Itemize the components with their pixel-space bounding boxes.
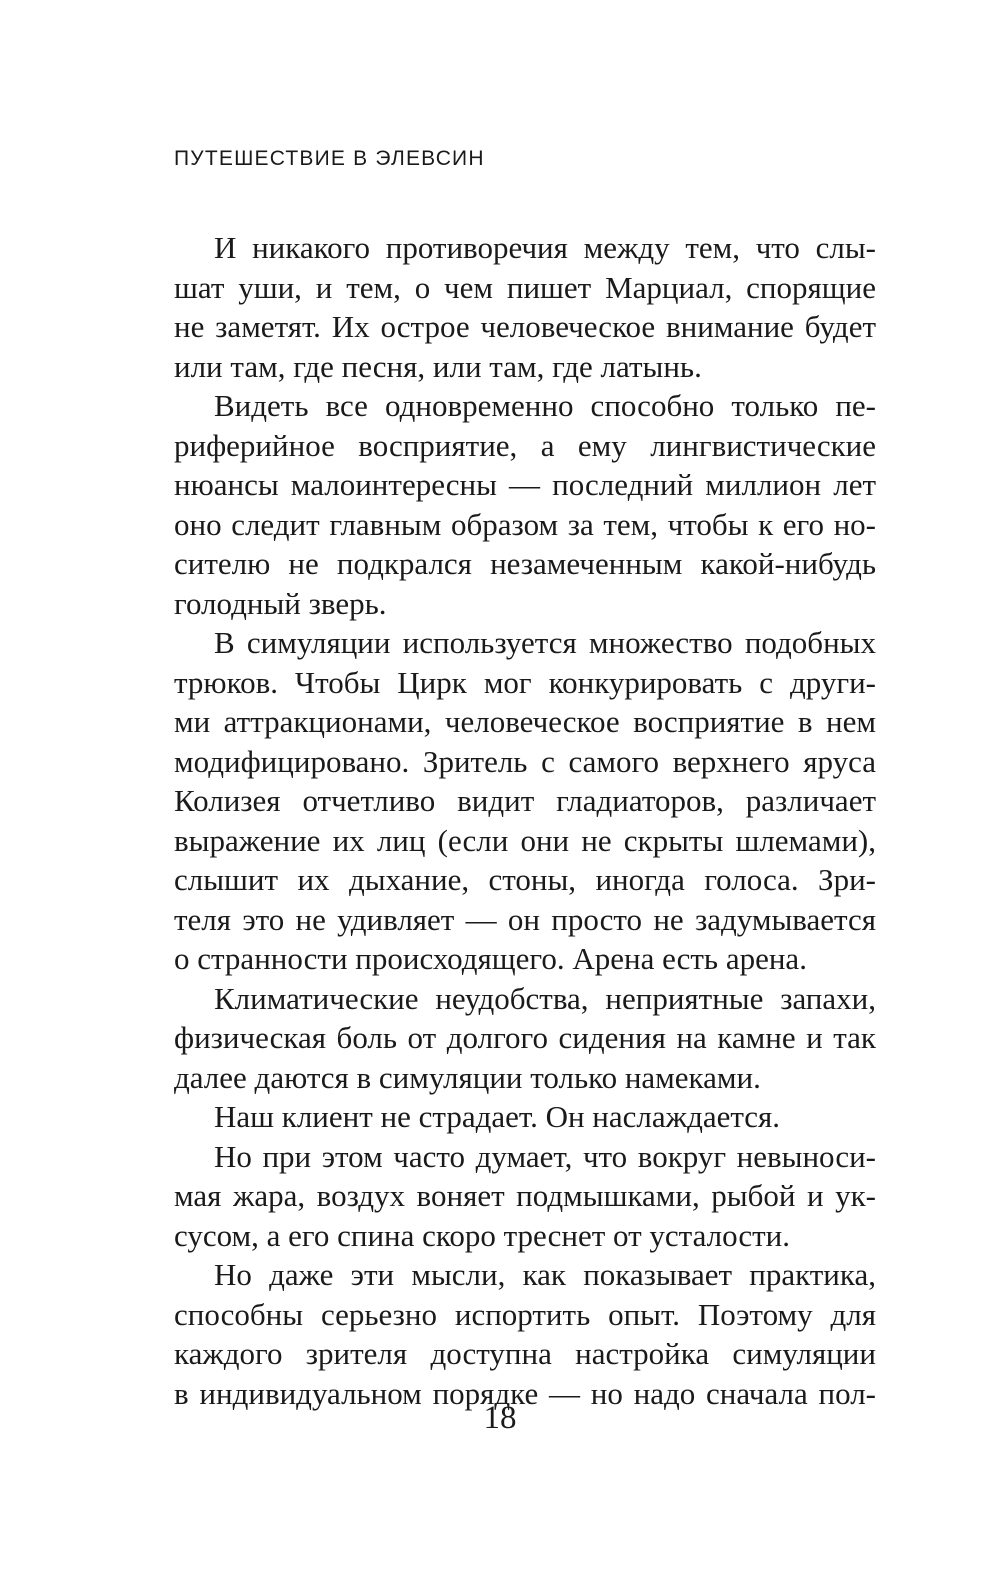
text-line: Но даже эти мысли, как показывает практика, (214, 1257, 876, 1292)
text-line: теля это не удивляет — он просто не задумывается (174, 901, 876, 937)
text-line: голодный зверь. (174, 585, 387, 621)
paragraph-6 (174, 1137, 876, 1256)
text-line: далее даются в симуляции только намеками. (174, 1059, 761, 1095)
text-line: оно следит главным образом за тем, чтобы к его но- (174, 506, 876, 542)
text-line: Но при этом часто думает, что вокруг невыноси- (214, 1138, 876, 1174)
text-line: нюансы малоинтересны — последний миллион лет (174, 467, 876, 502)
text-line: трюков. Чтобы Цирк мог конкурировать с други- (174, 664, 876, 700)
text-line: сусом, а его спина скоро треснет от усталости. (174, 1217, 790, 1253)
text-line: способны серьезно испортить опыт. Поэтому для (174, 1296, 876, 1332)
text-line: Наш клиент не страдает. Он наслаждается. (214, 1099, 781, 1134)
text-line: каждого зрителя доступна настройка симуляции (174, 1336, 876, 1371)
text-line: модифицировано. Зритель с самого верхнего яруса (174, 743, 876, 779)
paragraph-2 (174, 386, 876, 623)
text-line: или там, где песня, или там, где латынь. (174, 348, 702, 384)
text-line: Климатические неудобства, неприятные запахи, (214, 980, 876, 1016)
text-line: ми аттракционами, человеческое восприятие в нем (174, 704, 876, 739)
page-number: 18 (483, 1400, 517, 1436)
paragraph-1 (174, 228, 876, 386)
paragraph-4 (174, 979, 876, 1098)
paragraph-5 (174, 1097, 876, 1137)
body-text (174, 228, 876, 1413)
text-line: риферийное восприятие, а ему лингвистические (174, 427, 876, 463)
paragraph-3 (174, 623, 876, 979)
text-line: Колизея отчетливо видит гладиаторов, различает (174, 783, 876, 818)
text-line: выражение их лиц (если они не скрыты шлемами), (174, 822, 876, 858)
text-line: слышит их дыхание, стоны, иногда голоса. Зри- (174, 862, 876, 897)
text-line: о странности происходящего. Арена есть арена. (174, 941, 807, 976)
text-line: шат уши, и тем, о чем пишет Марциал, спорящие (174, 269, 876, 305)
text-line: сителю не подкрался незамеченным какой-нибудь (174, 546, 876, 581)
text-line: Видеть все одновременно способно только пе- (214, 388, 876, 423)
text-line: физическая боль от долгого сидения на камне и так (174, 1020, 876, 1055)
text-line: в индивидуальном порядке — но надо сначала пол- (174, 1375, 876, 1411)
paragraph-7 (174, 1255, 876, 1413)
text-line: И никакого противоречия между тем, что слы- (214, 230, 876, 265)
text-line: мая жара, воздух воняет подмышками, рыбой и ук- (174, 1178, 876, 1213)
text-line: не заметят. Их острое человеческое внимание будет (174, 309, 876, 344)
running-head-title: ПУТЕШЕСТВИЕ В ЭЛЕВСИН (174, 147, 485, 170)
text-line: В симуляции используется множество подобных (214, 625, 876, 660)
